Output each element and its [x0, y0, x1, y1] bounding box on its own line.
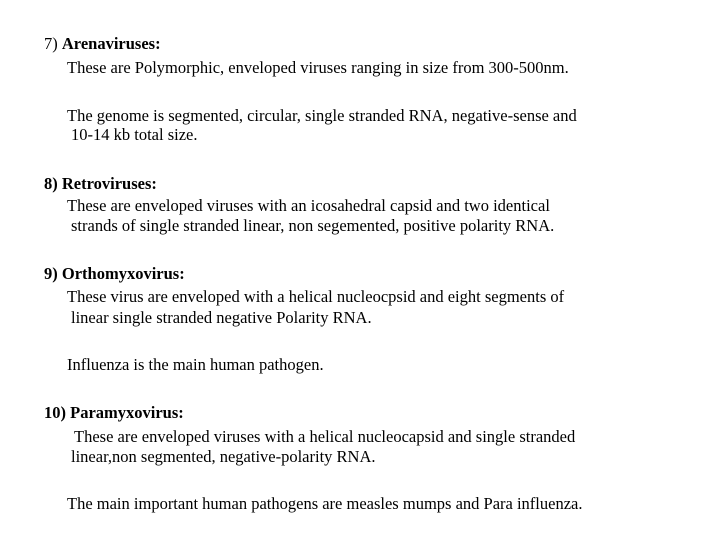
paragraph-line: 10-14 kb total size. [71, 125, 198, 144]
section-title: Paramyxovirus: [70, 403, 184, 422]
paragraph-line: The genome is segmented, circular, single stranded RNA, negative-sense and [67, 106, 577, 125]
paragraph-line: strands of single stranded linear, non segemented, positive polarity RNA. [71, 216, 555, 235]
paragraph-line: linear single stranded negative Polarity RNA. [71, 308, 372, 327]
section-title: Arenaviruses: [61, 34, 161, 53]
section-title: Retroviruses: [61, 174, 157, 193]
section-number: 8) [44, 174, 58, 193]
section-number: 10) [44, 403, 66, 422]
paragraph-line: linear,non segmented, negative-polarity RNA. [71, 447, 376, 466]
section-number: 9) [44, 264, 58, 283]
paragraph-line: Influenza is the main human pathogen. [67, 355, 324, 374]
section-heading-orthomyxovirus [44, 264, 185, 283]
section-number: 7) [44, 34, 58, 53]
paragraph-line: These are Polymorphic, enveloped viruses ranging in size from 300-500nm. [67, 58, 569, 77]
paragraph-line: These virus are enveloped with a helical nucleocpsid and eight segments of [67, 287, 565, 306]
paragraph-line: These are enveloped viruses with a helical nucleocapsid and single stranded [74, 427, 576, 446]
section-heading-retroviruses [44, 174, 157, 193]
section-heading-paramyxovirus [44, 403, 184, 422]
paragraph-line: These are enveloped viruses with an icosahedral capsid and two identical [67, 196, 550, 215]
section-title: Orthomyxovirus: [61, 264, 185, 283]
section-heading-arenaviruses [44, 34, 161, 53]
paragraph-line: The main important human pathogens are measles mumps and Para influenza. [67, 494, 583, 513]
